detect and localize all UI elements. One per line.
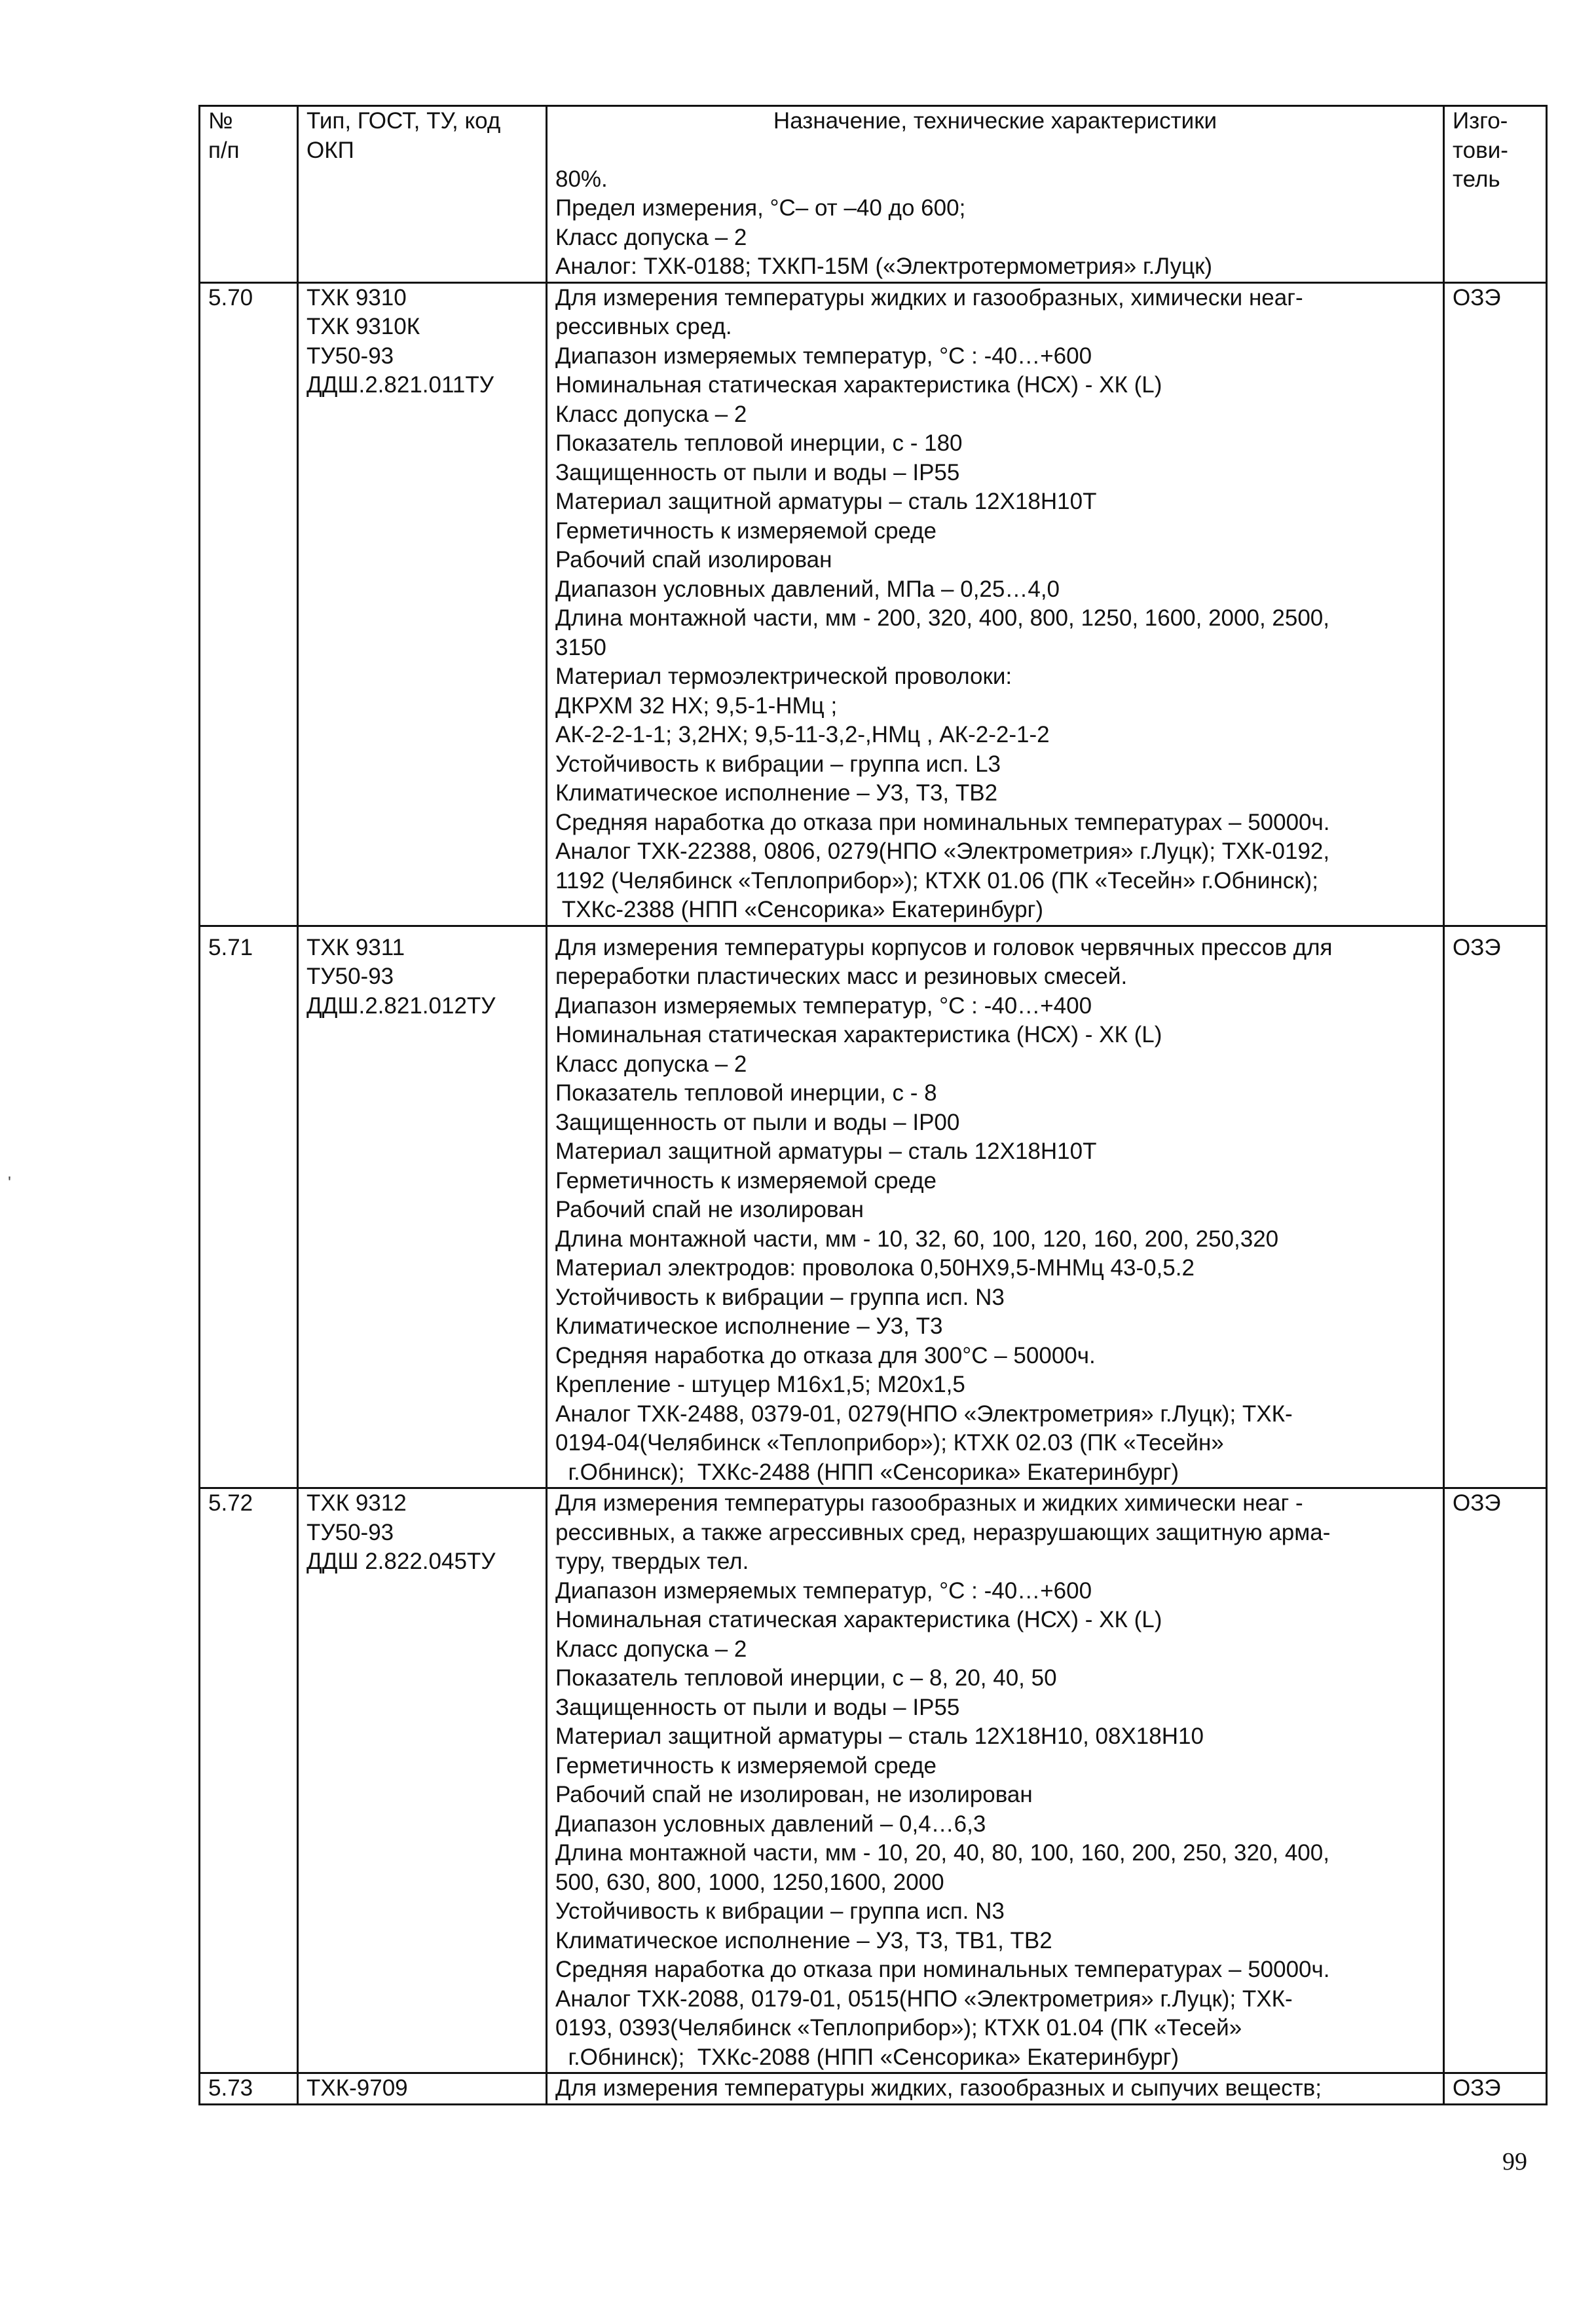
description-line: Номинальная статическая характеристика (НСХ) - ХК (L) (555, 1607, 1162, 1632)
description-line: рессивных, а также агрессивных сред, неразрушающих защитную арма- (555, 1519, 1331, 1545)
description-line: Защищенность от пыли и воды – IP00 (555, 1109, 960, 1135)
description-line: рессивных сред. (555, 314, 732, 339)
description-line: г.Обнинск); ТХКс-2088 (НПП «Сенсорика» Екатеринбург) (555, 2044, 1179, 2070)
cont-line: Класс допуска – 2 (555, 224, 747, 250)
description-line: Устойчивость к вибрации – группа исп. L3 (555, 751, 1001, 777)
description-line: Материал защитной арматуры – сталь 12Х18Н10, 08Х18Н10 (555, 1724, 1204, 1749)
description-line: Герметичность к измеряемой среде (555, 1167, 937, 1194)
manufacturer: ОЗЭ (1453, 2075, 1501, 2101)
row-number: 5.70 (208, 284, 253, 311)
description-line: Для измерения температуры жидких, газообразных и сыпучих веществ; (555, 2075, 1322, 2101)
description-line: Климатическое исполнение – У3, Т3, ТВ1, ТВ2 (555, 1927, 1052, 1953)
type-line: ТХК-9709 (306, 2075, 408, 2101)
description-cell (547, 2073, 1444, 2105)
description-line: 500, 630, 800, 1000, 1250,1600, 2000 (555, 1869, 944, 1895)
description-line: Для измерения температуры корпусов и головок червячных прессов для (555, 934, 1333, 960)
scan-mark: ' (8, 1173, 11, 1192)
description-line: Климатическое исполнение – У3, Т3, ТВ2 (555, 780, 998, 806)
description-line: Средняя наработка до отказа при номинальных температурах – 50000ч. (555, 1957, 1330, 1982)
description-line: г.Обнинск); ТХКс-2488 (НПП «Сенсорика» Екатеринбург) (555, 1459, 1179, 1485)
type-line: ТХК 9310 (306, 284, 407, 311)
description-line: Материал термоэлектрической проволоки: (555, 664, 1012, 689)
type-line: ДДШ.2.821.012ТУ (306, 992, 496, 1019)
description-line: Средняя наработка до отказа при номинальных температурах – 50000ч. (555, 809, 1330, 835)
row-number: 5.73 (208, 2075, 253, 2101)
type-line: ТХК 9312 (306, 1490, 407, 1516)
description-line: Аналог ТХК-2488, 0379-01, 0279(НПО «Электрометрия» г.Луцк); ТХК- (555, 1401, 1293, 1427)
description-line: Класс допуска – 2 (555, 1051, 747, 1077)
description-line: 0194-04(Челябинск «Теплоприбор»); КТХК 02.03 (ПК «Тесейн» (555, 1430, 1224, 1456)
manufacturer: ОЗЭ (1453, 1490, 1501, 1516)
type-line: ТУ50-93 (306, 964, 394, 989)
description-line: Номинальная статическая характеристика (НСХ) - ХК (L) (555, 372, 1162, 398)
description-cell (547, 926, 1444, 1488)
type-line: ТХК 9310К (306, 314, 420, 339)
type-line: ДДШ 2.822.045ТУ (306, 1549, 496, 1574)
description-line: Диапазон измеряемых температур, °С : -40…+600 (555, 343, 1092, 369)
description-line: Диапазон условных давлений – 0,4…6,3 (555, 1811, 986, 1837)
table-row (200, 282, 1547, 926)
description-line: Защищенность от пыли и воды – IP55 (555, 1694, 960, 1720)
description-line: Аналог ТХК-22388, 0806, 0279(НПО «Электрометрия» г.Луцк); ТХК-0192, (555, 838, 1330, 864)
type-line: ТХК 9311 (306, 934, 405, 960)
description-line: Показатель тепловой инерции, с – 8, 20, 40, 50 (555, 1665, 1057, 1691)
manufacturer: ОЗЭ (1453, 284, 1501, 311)
description-line: Класс допуска – 2 (555, 401, 747, 427)
description-line: Рабочий спай изолирован (555, 547, 832, 573)
type-line: ДДШ.2.821.011ТУ (306, 372, 494, 398)
description-line: Материал защитной арматуры – сталь 12Х18Н10Т (555, 1139, 1097, 1164)
description-line: Материал защитной арматуры – сталь 12Х18Н10Т (555, 489, 1097, 514)
description-line: Рабочий спай не изолирован (555, 1197, 864, 1222)
description-line: Диапазон условных давлений, МПа – 0,25…4,0 (555, 576, 1060, 602)
row-number-cell (200, 2073, 298, 2105)
manufacturer-cell (1444, 926, 1547, 1488)
header-no: № п/п (200, 106, 298, 283)
type-cell (298, 1488, 547, 2073)
header-mfr: Изго- тови- тель (1444, 106, 1547, 283)
description-line: Крепление - штуцер М16х1,5; М20х1,5 (555, 1372, 965, 1397)
description-line: Аналог ТХК-2088, 0179-01, 0515(НПО «Электрометрия» г.Луцк); ТХК- (555, 1986, 1293, 2012)
description-line: переработки пластических масс и резиновых смесей. (555, 964, 1128, 989)
description-line: Показатель тепловой инерции, с - 180 (555, 430, 963, 456)
description-cell (547, 282, 1444, 926)
spec-table (198, 105, 1548, 2105)
type-line: ТУ50-93 (306, 343, 394, 369)
cont-line: Аналог: ТХК-0188; ТХКП-15М («Электротермометрия» г.Луцк) (555, 254, 1213, 279)
row-number: 5.72 (208, 1490, 253, 1516)
manufacturer-cell (1444, 1488, 1547, 2073)
description-line: Класс допуска – 2 (555, 1636, 747, 1662)
description-line: Защищенность от пыли и воды – IP55 (555, 459, 960, 485)
description-line: АК-2-2-1-1; 3,2НХ; 9,5-11-3,2-,НМц , АК-2-2-1-2 (555, 722, 1050, 747)
cont-line: Предел измерения, °С– от –40 до 600; (555, 195, 966, 221)
description-line: 3150 (555, 634, 606, 660)
manufacturer-cell (1444, 2073, 1547, 2105)
description-line: Герметичность к измеряемой среде (555, 1752, 937, 1779)
description-line: 1192 (Челябинск «Теплоприбор»); КТХК 01.06 (ПК «Тесейн» г.Обнинск); (555, 867, 1318, 894)
table-row (200, 926, 1547, 1488)
description-line: Длина монтажной части, мм - 10, 32, 60, 100, 120, 160, 200, 250,320 (555, 1226, 1279, 1252)
row-number: 5.71 (208, 934, 253, 960)
description-line: Номинальная статическая характеристика (НСХ) - ХК (L) (555, 1022, 1162, 1047)
description-line: Материал электродов: проволока 0,50НХ9,5-МНМц 43-0,5.2 (555, 1255, 1195, 1281)
page-number: 99 (1502, 2148, 1527, 2176)
type-line: ТУ50-93 (306, 1519, 394, 1545)
description-line: 0193, 0393(Челябинск «Теплоприбор»); КТХК 01.04 (ПК «Тесей» (555, 2015, 1242, 2041)
description-cell (547, 1488, 1444, 2073)
table-row (200, 2073, 1547, 2105)
description-line: Устойчивость к вибрации – группа исп. N3 (555, 1898, 1005, 1924)
cont-line: 80%. (555, 166, 608, 192)
row-number-cell (200, 1488, 298, 2073)
header-type: Тип, ГОСТ, ТУ, код ОКП (298, 106, 547, 283)
description-line: Устойчивость к вибрации – группа исп. N3 (555, 1284, 1005, 1310)
description-line: Диапазон измеряемых температур, °С : -40…+400 (555, 992, 1092, 1019)
header-row (200, 106, 1547, 283)
row-number-cell (200, 282, 298, 926)
description-line: Климатическое исполнение – У3, Т3 (555, 1313, 943, 1339)
description-line: ТХКс-2388 (НПП «Сенсорика» Екатеринбург) (555, 897, 1044, 922)
description-line: Герметичность к измеряемой среде (555, 518, 937, 544)
table-row (200, 1488, 1547, 2073)
description-line: ДКРХМ 32 НХ; 9,5-1-НМц ; (555, 692, 838, 719)
description-line: Длина монтажной части, мм - 10, 20, 40, 80, 100, 160, 200, 250, 320, 400, (555, 1840, 1329, 1866)
type-cell (298, 282, 547, 926)
description-line: Для измерения температуры жидких и газообразных, химически неаг- (555, 284, 1303, 311)
description-line: Диапазон измеряемых температур, °С : -40…+600 (555, 1577, 1092, 1604)
description-line: туру, твердых тел. (555, 1549, 749, 1574)
description-line: Для измерения температуры газообразных и жидких химически неаг - (555, 1490, 1303, 1516)
manufacturer-cell (1444, 282, 1547, 926)
type-cell (298, 2073, 547, 2105)
description-line: Рабочий спай не изолирован, не изолирован (555, 1782, 1033, 1807)
header-desc: Назначение, технические характеристики 80%. Предел измерения, °С– от –40 до 600; Класс допуска – 2 Аналог: ТХК-0188; ТХКП-15М («Электротермометрия» г.Луцк) (547, 106, 1444, 283)
description-line: Длина монтажной части, мм - 200, 320, 400, 800, 1250, 1600, 2000, 2500, (555, 605, 1329, 631)
type-cell (298, 926, 547, 1488)
manufacturer: ОЗЭ (1453, 934, 1501, 960)
row-number-cell (200, 926, 298, 1488)
description-line: Показатель тепловой инерции, с - 8 (555, 1080, 937, 1106)
description-line: Средняя наработка до отказа для 300°С – 50000ч. (555, 1342, 1096, 1368)
